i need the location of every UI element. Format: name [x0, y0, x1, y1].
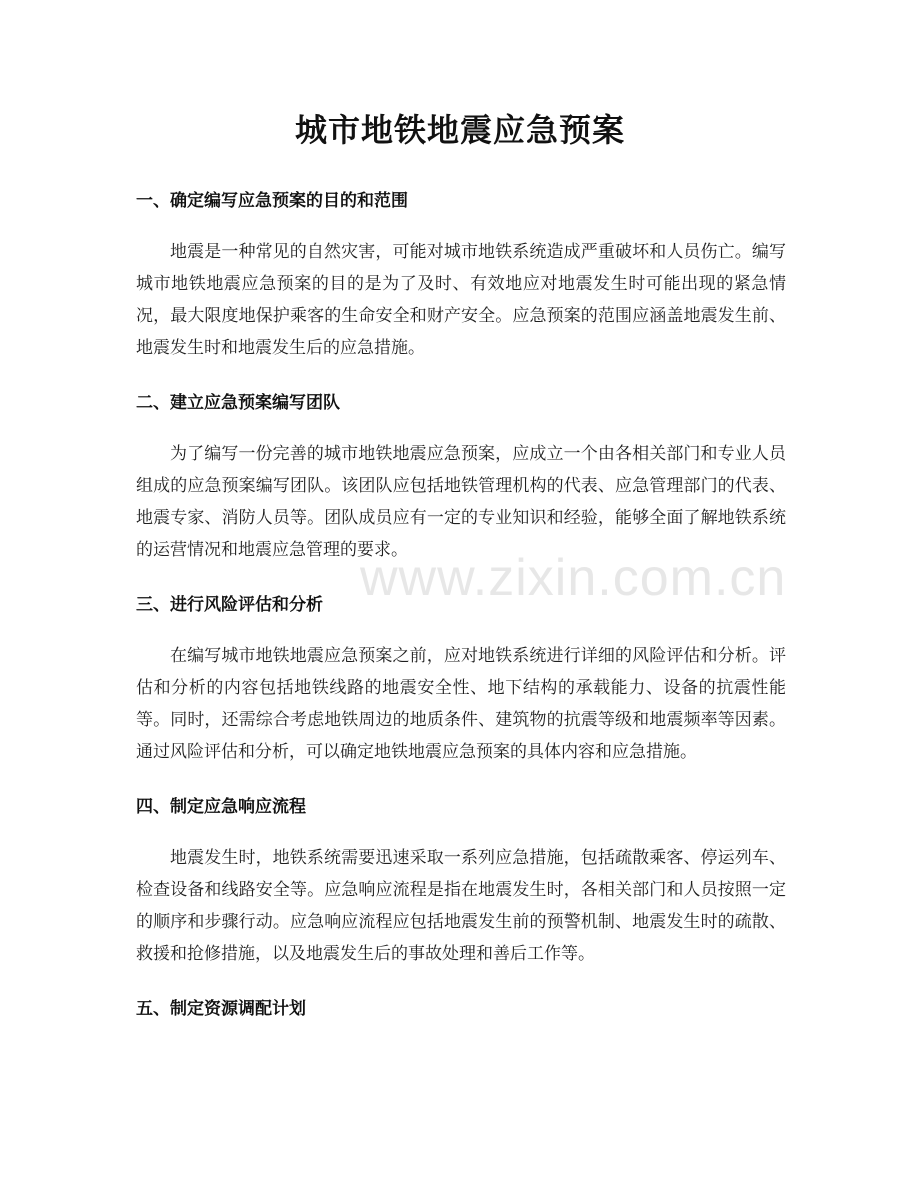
section-paragraph-1: 地震是一种常见的自然灾害，可能对城市地铁系统造成严重破坏和人员伤亡。编写城市地铁地震应急预案的目的是为了及时、有效地应对地震发生时可能出现的紧急情况，最大限度地保护乘客的生命安全和财产安全。应急预案的范围应涵盖地震发生前、地震发生时和地震发生后的应急措施。 — [136, 242, 786, 358]
section-heading-2: 二、建立应急预案编写团队 — [136, 393, 340, 413]
page-title: 城市地铁地震应急预案 — [294, 111, 625, 149]
section-paragraph-3: 在编写城市地铁地震应急预案之前，应对地铁系统进行详细的风险评估和分析。评估和分析的内容包括地铁线路的地震安全性、地下结构的承载能力、设备的抗震性能等。同时，还需综合考虑地铁周边的地质条件、建筑物的抗震等级和地震频率等因素。通过风险评估和分析，可以确定地铁地震应急预案的具体内容和应急措施。 — [136, 646, 786, 762]
section-heading-1: 一、确定编写应急预案的目的和范围 — [136, 191, 408, 211]
section-heading-3: 三、进行风险评估和分析 — [136, 595, 323, 615]
section-paragraph-2: 为了编写一份完善的城市地铁地震应急预案，应成立一个由各相关部门和专业人员组成的应急预案编写团队。该团队应包括地铁管理机构的代表、应急管理部门的代表、地震专家、消防人员等。团队成员应有一定的专业知识和经验，能够全面了解地铁系统的运营情况和地震应急管理的要求。 — [136, 444, 786, 560]
section-heading-4: 四、制定应急响应流程 — [136, 797, 306, 817]
watermark: www.zixin.com.cn — [360, 549, 787, 607]
document-body — [136, 186, 786, 1044]
section-paragraph-4: 地震发生时，地铁系统需要迅速采取一系列应急措施，包括疏散乘客、停运列车、检查设备和线路安全等。应急响应流程是指在地震发生时，各相关部门和人员按照一定的顺序和步骤行动。应急响应流程应包括地震发生前的预警机制、地震发生时的疏散、救援和抢修措施，以及地震发生后的事故处理和善后工作等。 — [136, 848, 786, 964]
section-heading-5: 五、制定资源调配计划 — [136, 999, 306, 1019]
